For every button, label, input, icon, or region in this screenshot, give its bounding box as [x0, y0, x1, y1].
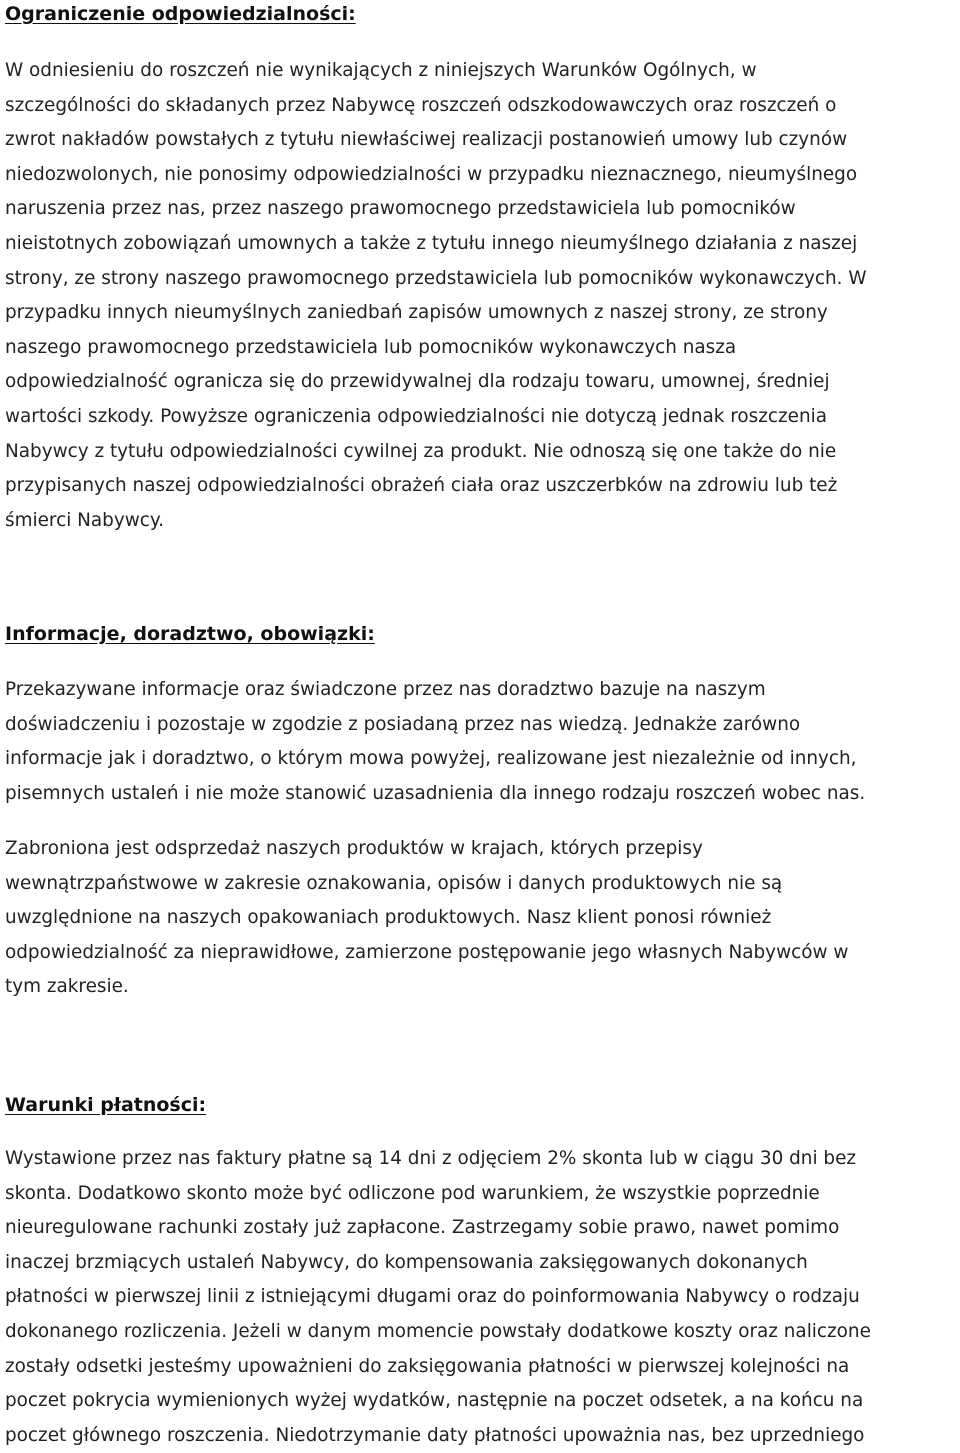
text-line: odpowiedzialność ogranicza się do przewidywalnej dla rodzaju towaru, umownej, średniej [5, 371, 830, 393]
text-line: doświadczeniu i pozostaje w zgodzie z posiadaną przez nas wiedzą. Jednakże zarówno [5, 713, 801, 735]
text-line: szczególności do składanych przez Nabywcę roszczeń odszkodowawczych oraz roszczeń o [5, 94, 837, 116]
text-line: Wystawione przez nas faktury płatne są 14 dni z odjęciem 2% skonta lub w ciągu 30 dni bez [5, 1148, 857, 1169]
text-line: Przekazywane informacje oraz świadczone przez nas doradztwo bazuje na naszym [5, 679, 766, 700]
text-line: poczet pokrycia wymienionych wyżej wydatków, następnie na poczet odsetek, a na końcu na [5, 1390, 864, 1412]
text-line: przypadku innych nieumyślnych zaniedbań zapisów umownych z naszej strony, ze strony [5, 302, 828, 324]
paragraph-liability [5, 54, 950, 538]
text-line: dokonanego rozliczenia. Jeżeli w danym momencie powstały dodatkowe koszty oraz naliczone [5, 1320, 871, 1342]
text-line: pisemnych ustaleń i nie może stanowić uzasadnienia dla innego rodzaju roszczeń wobec nas. [5, 782, 866, 804]
paragraph-resale [5, 832, 950, 1005]
text-line: naszego prawomocnego przedstawiciela lub pomocników wykonawczych nasza [5, 336, 737, 358]
text-line: skonta. Dodatkowo skonto może być odliczone pod warunkiem, że wszystkie poprzednie [5, 1182, 820, 1204]
text-line: śmierci Nabywcy. [5, 509, 164, 531]
text-line: zwrot nakładów powstałych z tytułu niewłaściwej realizacji postanowień umowy lub czynów [5, 129, 848, 151]
text-line: tym zakresie. [5, 976, 129, 998]
section-heading-payment: Warunki płatności: [5, 1094, 207, 1116]
text-line: płatności w pierwszej linii z istniejącymi długami oraz do poinformowania Nabywcy o rodzaju [5, 1286, 860, 1308]
section-heading-liability: Ograniczenie odpowiedzialności: [5, 3, 356, 25]
text-line: poczet głównego roszczenia. Niedotrzymanie daty płatności upoważnia nas, bez uprzedniego [5, 1424, 865, 1446]
text-line: Nabywcy z tytułu odpowiedzialności cywilnej za produkt. Nie odnoszą się one także do nie [5, 440, 837, 462]
text-line: przypisanych naszej odpowiedzialności obrażeń ciała oraz uszczerbków na zdrowiu lub też [5, 475, 838, 497]
text-line: Zabroniona jest odsprzedaż naszych produktów w krajach, których przepisy [5, 838, 703, 859]
text-line: inaczej brzmiących ustaleń Nabywcy, do kompensowania zaksięgowanych dokonanych [5, 1251, 808, 1273]
text-line: zostały odsetki jesteśmy upoważnieni do zaksięgowania płatności w pierwszej kolejności na [5, 1355, 850, 1377]
text-line: W odniesieniu do roszczeń nie wynikających z niniejszych Warunków Ogólnych, w [5, 60, 757, 81]
text-line: nieistotnych zobowiązań umownych a także z tytułu innego nieumyślnego działania z naszej [5, 232, 858, 254]
section-heading-information: Informacje, doradztwo, obowiązki: [5, 623, 375, 645]
text-line: wewnątrzpaństwowe w zakresie oznakowania, opisów i danych produktowych nie są [5, 872, 783, 894]
text-line: naruszenia przez nas, przez naszego prawomocnego przedstawiciela lub pomocników [5, 198, 796, 220]
text-line: strony, ze strony naszego prawomocnego przedstawiciela lub pomocników wykonawczych. W [5, 267, 867, 289]
text-line: uwzględnione na naszych opakowaniach produktowych. Nasz klient ponosi również [5, 907, 772, 929]
paragraph-information [5, 673, 950, 811]
text-line: informacje jak i doradztwo, o którym mowa powyżej, realizowane jest niezależnie od innych, [5, 748, 857, 770]
text-line: nieuregulowane rachunki zostały już zapłacone. Zastrzegamy sobie prawo, nawet pomimo [5, 1217, 840, 1239]
text-line: wartości szkody. Powyższe ograniczenia odpowiedzialności nie dotyczą jednak roszczenia [5, 405, 828, 427]
text-line: niedozwolonych, nie ponosimy odpowiedzialności w przypadku nieznacznego, nieumyślnego [5, 163, 858, 185]
text-line: odpowiedzialność za nieprawidłowe, zamierzone postępowanie jego własnych Nabywców w [5, 941, 849, 963]
paragraph-payment [5, 1142, 950, 1453]
